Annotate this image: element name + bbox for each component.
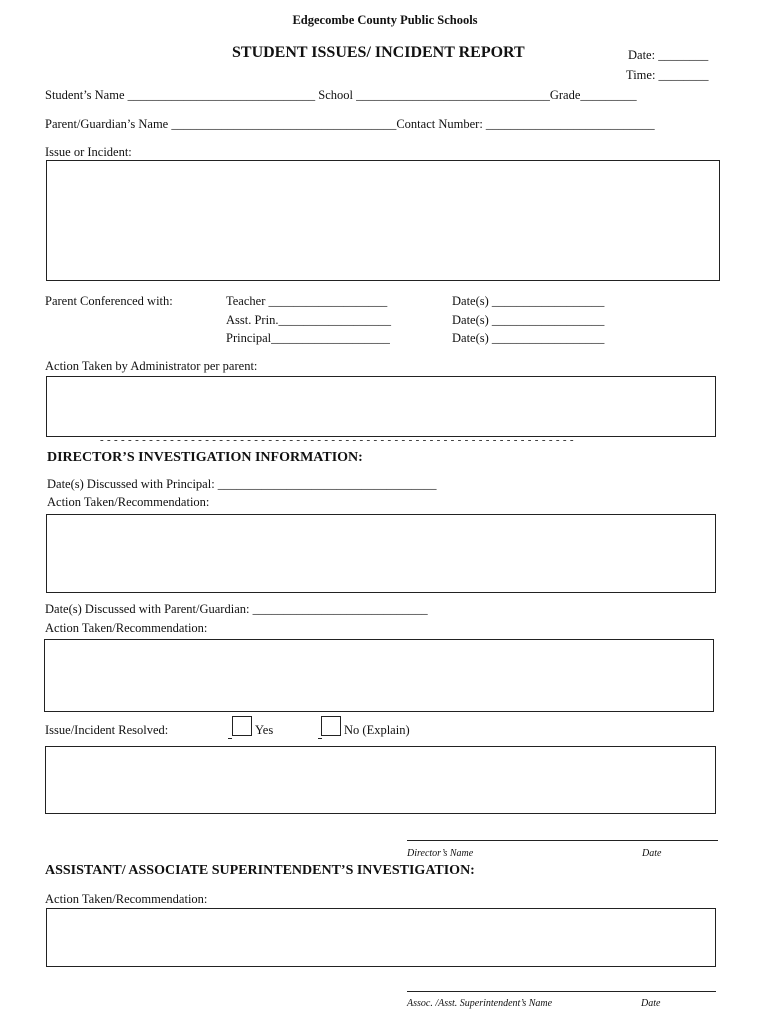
assoc-action-textarea[interactable] <box>46 908 716 967</box>
director-signature-line[interactable] <box>407 840 718 841</box>
issue-label: Issue or Incident: <box>45 145 132 159</box>
action-admin-label: Action Taken by Administrator per parent: <box>45 359 258 373</box>
date-field[interactable]: Date: ________ <box>628 48 709 62</box>
dates-principal-field[interactable]: Date(s) Discussed with Principal: ___________________________________ <box>47 477 437 491</box>
director-action-textarea-1[interactable] <box>46 514 716 593</box>
no-underline <box>318 738 322 739</box>
yes-label: Yes <box>255 723 274 737</box>
director-action-textarea-2[interactable] <box>44 639 714 712</box>
assoc-heading: ASSISTANT/ ASSOCIATE SUPERINTENDENT’S INVESTIGATION: <box>45 863 475 878</box>
no-checkbox[interactable] <box>321 716 341 736</box>
director-action-label-2: Action Taken/Recommendation: <box>45 621 208 635</box>
director-heading: DIRECTOR’S INVESTIGATION INFORMATION: <box>47 450 363 465</box>
yes-checkbox[interactable] <box>232 716 252 736</box>
conference-teacher-date[interactable]: Date(s) __________________ <box>452 294 605 308</box>
director-date-caption: Date <box>642 848 662 859</box>
no-explain-label: No (Explain) <box>344 723 410 737</box>
resolved-label: Issue/Incident Resolved: <box>45 723 169 737</box>
yes-underline <box>228 738 232 739</box>
resolved-explain-textarea[interactable] <box>45 746 716 814</box>
action-admin-textarea[interactable] <box>46 376 716 437</box>
assoc-name-caption: Assoc. /Asst. Superintendent’s Name <box>407 998 553 1009</box>
conference-teacher-field[interactable]: Teacher ___________________ <box>226 294 388 308</box>
form-title: STUDENT ISSUES/ INCIDENT REPORT <box>232 44 525 61</box>
issue-textarea[interactable] <box>46 160 720 281</box>
dates-parent-field[interactable]: Date(s) Discussed with Parent/Guardian: ____________________________ <box>45 602 428 616</box>
section-separator: - - - - - - - - - - - - - - - - - - - - - - - - - - - - - - - - - - - - - - - - - - - - - - - - - - - - - - - - - - - - - - - - - - - - <box>100 434 574 446</box>
director-action-label-1: Action Taken/Recommendation: <box>47 495 210 509</box>
director-name-caption: Director’s Name <box>407 848 474 859</box>
district-name: Edgecombe County Public Schools <box>292 13 478 27</box>
conference-label: Parent Conferenced with: <box>45 294 173 308</box>
conference-principal-date[interactable]: Date(s) __________________ <box>452 331 605 345</box>
parent-info-line[interactable]: Parent/Guardian’s Name ____________________________________Contact Number: ___________________________ <box>45 117 655 131</box>
conference-asst-prin-date[interactable]: Date(s) __________________ <box>452 313 605 327</box>
conference-asst-prin-field[interactable]: Asst. Prin.__________________ <box>226 313 391 327</box>
assoc-action-label: Action Taken/Recommendation: <box>45 892 208 906</box>
assoc-signature-line[interactable] <box>407 991 716 992</box>
time-field[interactable]: Time: ________ <box>626 68 709 82</box>
conference-principal-field[interactable]: Principal___________________ <box>226 331 390 345</box>
assoc-date-caption: Date <box>641 998 661 1009</box>
student-info-line[interactable]: Student’s Name ______________________________ School _______________________________Grade_________ <box>45 88 637 102</box>
